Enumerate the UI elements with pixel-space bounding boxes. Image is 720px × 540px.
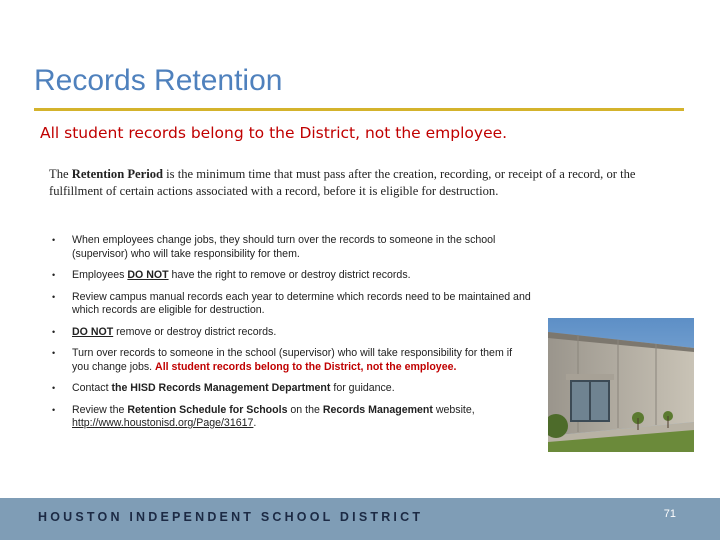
bullet-marker: • <box>52 235 56 245</box>
bullet-marker: • <box>52 270 56 280</box>
footer-bar <box>0 498 720 540</box>
bullet-marker: • <box>52 404 56 415</box>
slide-subtitle: All student records belong to the District, not the employee. <box>40 124 508 142</box>
bullet-list <box>52 234 532 439</box>
bullet-marker: • <box>52 348 56 358</box>
footer-district-name: HOUSTON INDEPENDENT SCHOOL DISTRICT <box>38 510 424 524</box>
slide-title: Records Retention <box>34 64 283 97</box>
bullet-text: When employees change jobs, they should turn over the records to someone in the school (supervisor) who will take responsibility for them. <box>72 234 496 260</box>
bullet-emphasis: Retention Schedule for Schools <box>127 403 288 416</box>
title-divider <box>34 108 684 111</box>
bullet-emphasis: Records Management <box>322 403 433 416</box>
definition-term: Retention Period <box>71 167 164 181</box>
bullet-text: for guidance. <box>330 382 395 394</box>
bullet-emphasis: DO NOT <box>127 269 169 281</box>
definition-prefix: The <box>49 167 72 181</box>
definition-body: is the minimum time that must pass after the creation, recording, or receipt of a record, or the fulfillment of certain actions associated with a record, before it is eligible for destruction. <box>49 167 636 198</box>
bullet-text: website, <box>432 403 475 416</box>
records-management-link[interactable]: http://www.houstonisd.org/Page/31617 <box>72 417 254 429</box>
bullet-text: Review the <box>72 403 128 416</box>
bullet-text: Turn over records to someone in the school (supervisor) who will take responsibility for them if you change jobs. <box>72 347 513 373</box>
list-item <box>52 269 532 283</box>
list-item <box>52 291 532 318</box>
bullet-emphasis: All student records belong to the District, not the employee. <box>155 360 457 373</box>
page-number: 71 <box>663 508 676 520</box>
bullet-text: . <box>253 417 257 429</box>
bullet-text: on the <box>287 403 323 416</box>
bullet-emphasis: the HISD Records Management Department <box>111 382 331 394</box>
bullet-text: have the right to remove or destroy district records. <box>168 269 411 281</box>
list-item <box>52 347 532 374</box>
list-item <box>52 326 532 340</box>
bullet-text: Review campus manual records each year to determine which records need to be maintained and which records are eligible for destruction. <box>72 290 531 316</box>
bullet-marker: • <box>52 383 56 393</box>
list-item <box>52 404 532 431</box>
list-item <box>52 234 532 261</box>
bullet-text: remove or destroy district records. <box>113 325 277 338</box>
school-building-photo <box>548 318 694 452</box>
list-item <box>52 382 532 396</box>
bullet-marker: • <box>52 326 56 337</box>
bullet-emphasis: DO NOT <box>72 325 114 338</box>
bullet-text: Contact <box>72 382 112 394</box>
bullet-marker: • <box>52 291 56 302</box>
retention-period-definition <box>49 166 669 200</box>
school-building-illustration <box>548 318 694 452</box>
bullet-text: Employees <box>72 269 128 281</box>
